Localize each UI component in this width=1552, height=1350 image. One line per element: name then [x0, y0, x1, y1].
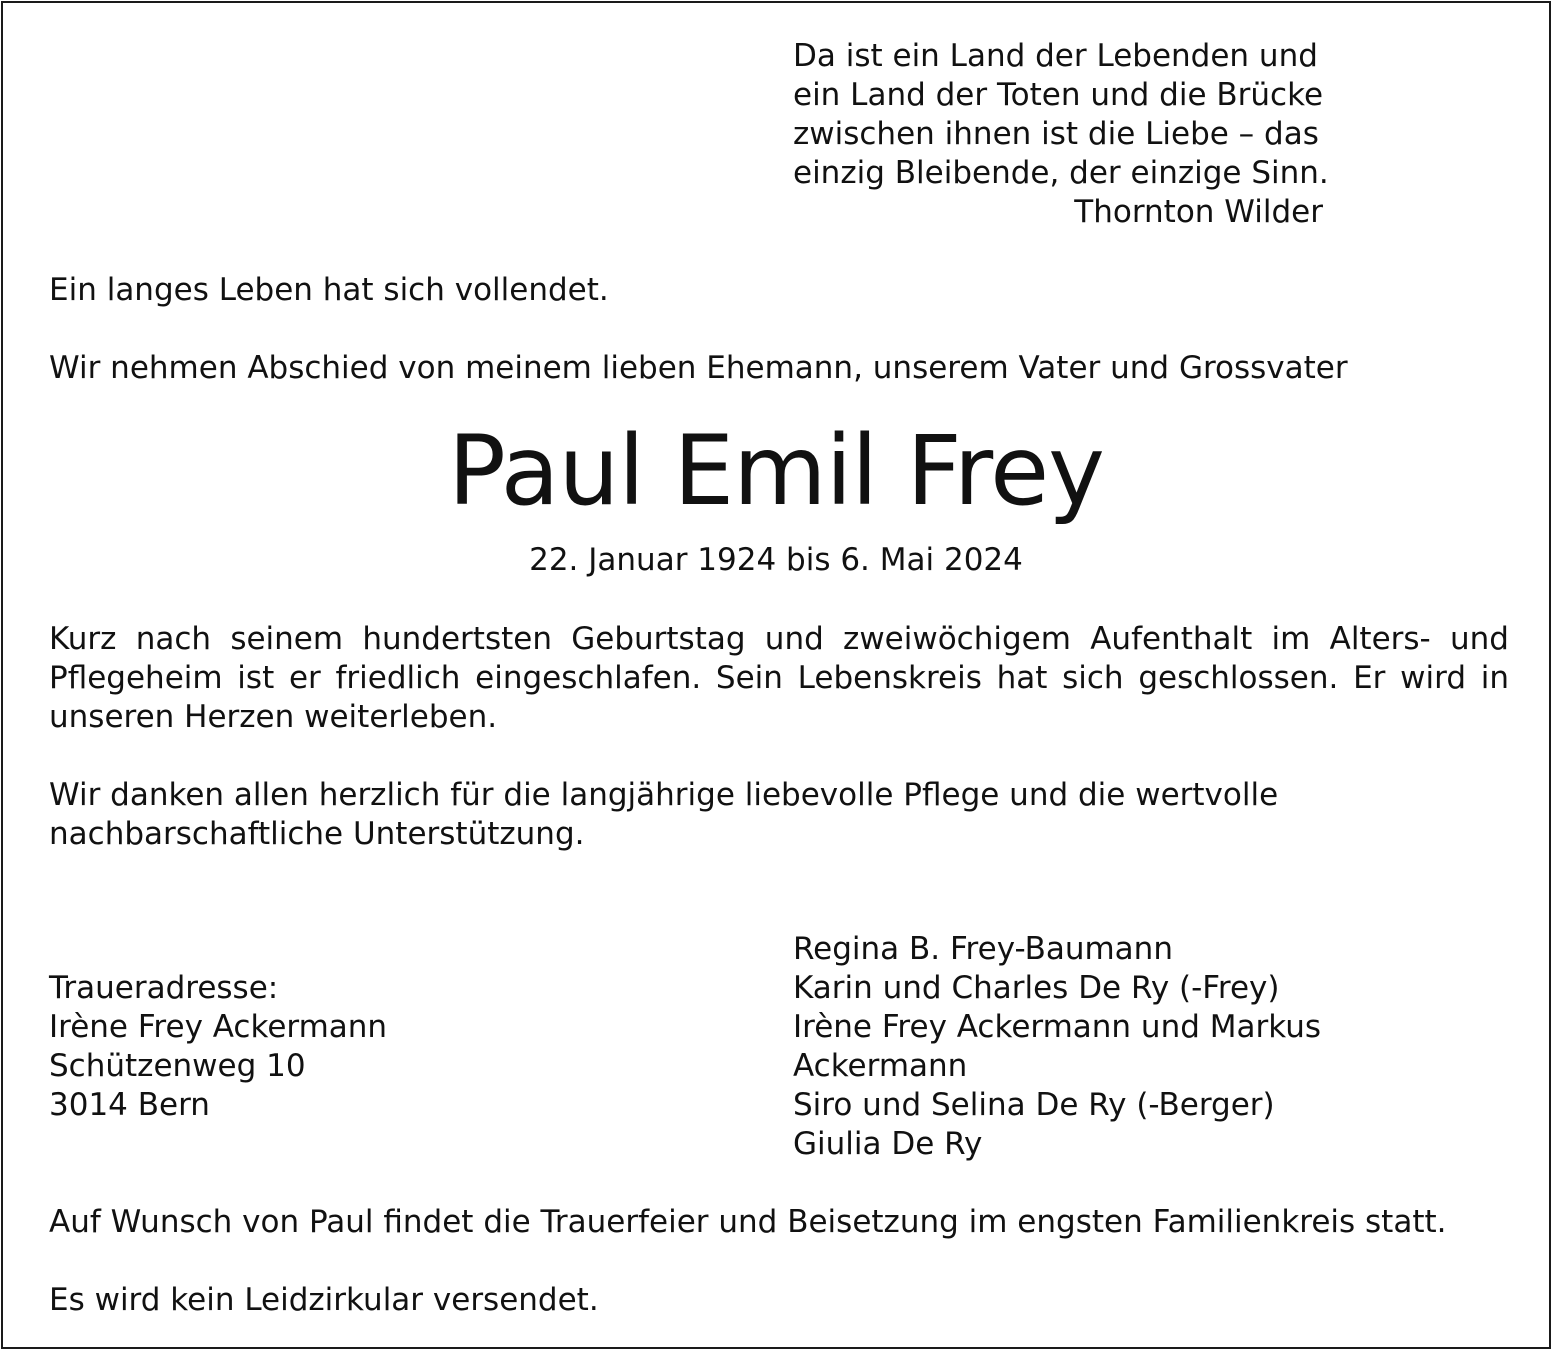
epigraph-quote — [793, 37, 1333, 232]
quote-line: einzig Bleibende, der einzige Sinn. — [793, 155, 1329, 191]
paragraph-line: Kurz nach seinem hundertsten Geburtstag und zweiwöchigem Aufenthalt im Alters- und — [49, 621, 1509, 657]
deceased-name: Paul Emil Frey — [448, 415, 1104, 527]
life-dates: 22. Januar 1924 bis 6. Mai 2024 — [529, 542, 1023, 578]
paragraph-thanks — [49, 776, 1509, 854]
mourning-address — [49, 969, 387, 1125]
address-line: Irène Frey Ackermann — [49, 1009, 388, 1045]
paragraph-line: Pflegeheim ist er friedlich eingeschlafen. Sein Lebenskreis hat sich geschlossen. Er wird in — [49, 660, 1509, 696]
mourner-name: Karin und Charles De Ry (-Frey) — [793, 970, 1280, 1006]
circular-note: Es wird kein Leidzirkular versendet. — [49, 1282, 599, 1318]
ceremony-note: Auf Wunsch von Paul findet die Trauerfeier und Beisetzung im engsten Familienkreis statt. — [49, 1204, 1447, 1240]
quote-line: ein Land der Toten und die Brücke — [793, 77, 1324, 113]
quote-author: Thornton Wilder — [1074, 194, 1323, 230]
mourner-name: Ackermann — [793, 1048, 968, 1084]
intro-text: Ein langes Leben hat sich vollendet. — [49, 272, 609, 308]
paragraph-line: nachbarschaftliche Unterstützung. — [49, 816, 585, 852]
mourner-name: Regina B. Frey-Baumann — [793, 931, 1173, 967]
paragraph-line: Wir danken allen herzlich für die langjährige liebevolle Pflege und die wertvolle — [49, 777, 1279, 813]
mourners-list — [793, 930, 1321, 1164]
quote-line: Da ist ein Land der Lebenden und — [793, 38, 1318, 74]
address-label: Traueradresse: — [49, 970, 279, 1006]
address-line: Schützenweg 10 — [49, 1048, 306, 1084]
farewell-text: Wir nehmen Abschied von meinem lieben Ehemann, unserem Vater und Grossvater — [49, 350, 1348, 386]
address-line: 3014 Bern — [49, 1087, 210, 1123]
obituary-notice — [1, 1, 1551, 1349]
paragraph-passing — [49, 620, 1509, 737]
mourner-name: Giulia De Ry — [793, 1126, 983, 1162]
mourner-name: Siro und Selina De Ry (-Berger) — [793, 1087, 1275, 1123]
mourner-name: Irène Frey Ackermann und Markus — [793, 1009, 1322, 1045]
quote-line: zwischen ihnen ist die Liebe – das — [793, 116, 1319, 152]
paragraph-line: unseren Herzen weiterleben. — [49, 699, 498, 735]
